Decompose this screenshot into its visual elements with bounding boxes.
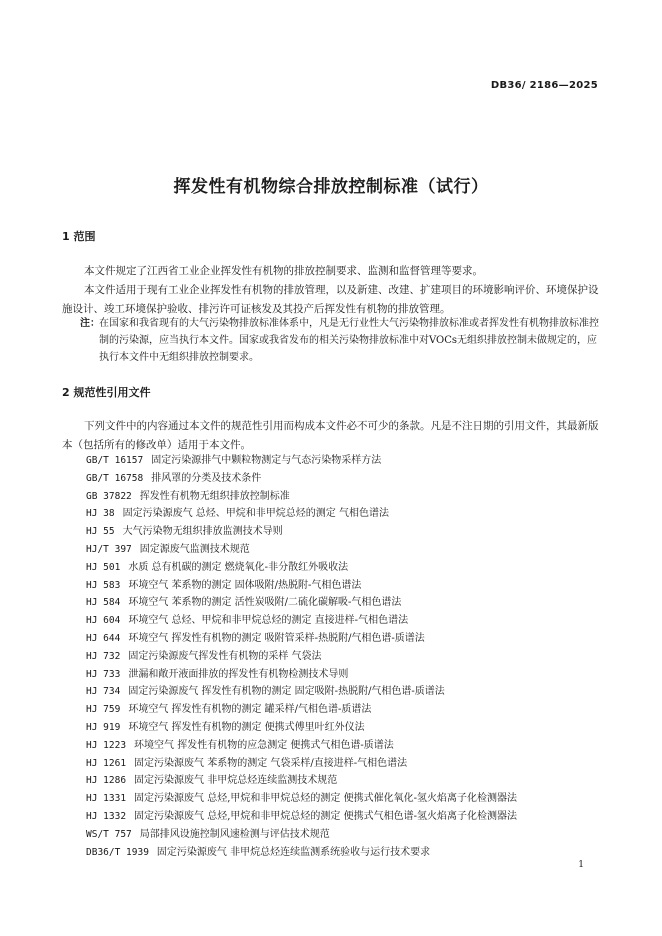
reference-title: 固定污染源废气 总烃、甲烷和非甲烷总烃的测定 气相色谱法 xyxy=(122,508,389,520)
reference-item xyxy=(86,541,626,559)
reference-item xyxy=(86,630,626,648)
reference-item xyxy=(86,755,626,773)
reference-code: HJ 583 xyxy=(86,579,121,591)
reference-title: 固定污染源废气 苯系物的测定 气袋采样/直接进样-气相色谱法 xyxy=(134,757,408,769)
reference-title: 环境空气 挥发性有机物的应急测定 便携式气相色谱-质谱法 xyxy=(134,739,394,751)
page-number: 1 xyxy=(578,860,584,870)
reference-code: HJ 1261 xyxy=(86,757,127,769)
reference-item xyxy=(86,719,626,737)
reference-title: 固定污染源废气 挥发性有机物的测定 固定吸附-热脱附/气相色谱-质谱法 xyxy=(128,686,445,698)
reference-title: 局部排风设施控制风速检测与评估技术规范 xyxy=(139,828,330,840)
reference-item xyxy=(86,470,626,488)
note-label: 注： xyxy=(80,318,100,329)
reference-item xyxy=(86,701,626,719)
reference-title: 大气污染物无组织排放监测技术导则 xyxy=(122,526,283,538)
reference-code: DB36/T 1939 xyxy=(86,846,149,858)
reference-code: HJ 1331 xyxy=(86,793,127,805)
reference-item xyxy=(86,683,626,701)
reference-code: HJ 1332 xyxy=(86,810,127,822)
reference-code: HJ 759 xyxy=(86,704,121,716)
reference-code: HJ 604 xyxy=(86,615,121,627)
reference-item xyxy=(86,826,626,844)
reference-item xyxy=(86,772,626,790)
reference-title: 水质 总有机碳的测定 燃烧氧化-非分散红外吸收法 xyxy=(128,561,349,573)
reference-item xyxy=(86,559,626,577)
scope-paragraph-1: 本文件规定了江西省工业企业挥发性有机物的排放控制要求、监测和监督管理等要求。 xyxy=(84,265,483,277)
reference-item xyxy=(86,790,626,808)
reference-title: 固定污染源废气 总烃,甲烷和非甲烷总烃的测定 便携式气相色谱-氢火焰离子化检测器法 xyxy=(134,810,517,822)
reference-item xyxy=(86,844,626,862)
reference-item xyxy=(86,737,626,755)
reference-code: HJ/T 397 xyxy=(86,543,132,555)
reference-item xyxy=(86,505,626,523)
reference-title: 固定污染源废气挥发性有机物的采样 气袋法 xyxy=(128,650,322,662)
reference-title: 排风罩的分类及技术条件 xyxy=(151,472,262,484)
reference-code: GB/T 16758 xyxy=(86,472,144,484)
reference-title: 固定源废气监测技术规范 xyxy=(139,543,250,555)
reference-title: 环境空气 苯系物的测定 固体吸附/热脱附-气相色谱法 xyxy=(128,579,362,591)
reference-item xyxy=(86,612,626,630)
reference-code: HJ 1223 xyxy=(86,739,127,751)
reference-item xyxy=(86,594,626,612)
reference-title: 泄漏和敞开液面排放的挥发性有机物检测技术导则 xyxy=(128,668,349,680)
reference-title: 固定污染源废气 非甲烷总烃连续监测系统验收与运行技术要求 xyxy=(156,846,431,858)
note-text: 在国家和我省现有的大气污染物排放标准体系中，凡是无行业性大气污染物排放标准或者挥发性有机物排放标准控制的污染源，应当执行本文件。国家或我省发布的相关污染物排放标准中对VOCs无组织排放控制未做规定的，应执行本文件中无组织排放控制要求。 xyxy=(99,318,599,363)
section-heading-scope: 1 范围 xyxy=(62,230,96,243)
reference-code: HJ 55 xyxy=(86,526,115,538)
reference-code: GB/T 16157 xyxy=(86,455,144,466)
reference-item xyxy=(86,808,626,826)
document-title: 挥发性有机物综合排放控制标准（试行） xyxy=(173,177,489,197)
reference-code: HJ 584 xyxy=(86,597,121,609)
reference-item xyxy=(86,452,626,470)
reference-item xyxy=(86,577,626,595)
reference-code: HJ 734 xyxy=(86,686,121,698)
reference-title: 挥发性有机物无组织排放控制标准 xyxy=(139,490,290,502)
reference-list xyxy=(86,452,626,861)
reference-title: 环境空气 挥发性有机物的测定 罐采样/气相色谱-质谱法 xyxy=(128,704,372,716)
reference-code: HJ 919 xyxy=(86,721,121,733)
reference-code: WS/T 757 xyxy=(86,828,132,840)
reference-code: HJ 732 xyxy=(86,650,121,662)
reference-code: HJ 501 xyxy=(86,561,121,573)
standard-code: DB36/ 2186—2025 xyxy=(490,80,598,91)
reference-title: 环境空气 总烃、甲烷和非甲烷总烃的测定 直接进样-气相色谱法 xyxy=(128,615,409,627)
reference-code: HJ 733 xyxy=(86,668,121,680)
scope-paragraph-2: 本文件适用于现有工业企业挥发性有机物的排放管理，以及新建、改建、扩建项目的环境影响评价、环境保护设施设计、竣工环境保护验收、排污许可证核发及其投产后挥发性有机物的排放管理。 xyxy=(62,284,599,315)
reference-title: 固定污染源废气 总烃,甲烷和非甲烷总烃的测定 便携式催化氧化-氢火焰离子化检测器法 xyxy=(134,793,517,805)
reference-code: HJ 38 xyxy=(86,508,115,520)
reference-code: GB 37822 xyxy=(86,490,132,502)
reference-item xyxy=(86,666,626,684)
reference-title: 环境空气 挥发性有机物的测定 便携式傅里叶红外仪法 xyxy=(128,721,365,733)
reference-code: HJ 644 xyxy=(86,632,121,644)
normative-references-intro: 下列文件中的内容通过本文件的规范性引用而构成本文件必不可少的条款。凡是不注日期的引用文件，其最新版本（包括所有的修改单）适用于本文件。 xyxy=(62,420,599,451)
scope-note xyxy=(80,315,602,366)
reference-title: 固定污染源排气中颗粒物测定与气态污染物采样方法 xyxy=(151,455,382,466)
section-heading-normative-references: 2 规范性引用文件 xyxy=(62,386,151,399)
reference-item xyxy=(86,488,626,506)
reference-title: 环境空气 挥发性有机物的测定 吸附管采样-热脱附/气相色谱-质谱法 xyxy=(128,632,425,644)
reference-title: 固定污染源废气 非甲烷总烃连续监测技术规范 xyxy=(134,775,338,787)
reference-code: HJ 1286 xyxy=(86,775,127,787)
reference-title: 环境空气 苯系物的测定 活性炭吸附/二硫化碳解吸-气相色谱法 xyxy=(128,597,402,609)
reference-item xyxy=(86,648,626,666)
reference-item xyxy=(86,523,626,541)
